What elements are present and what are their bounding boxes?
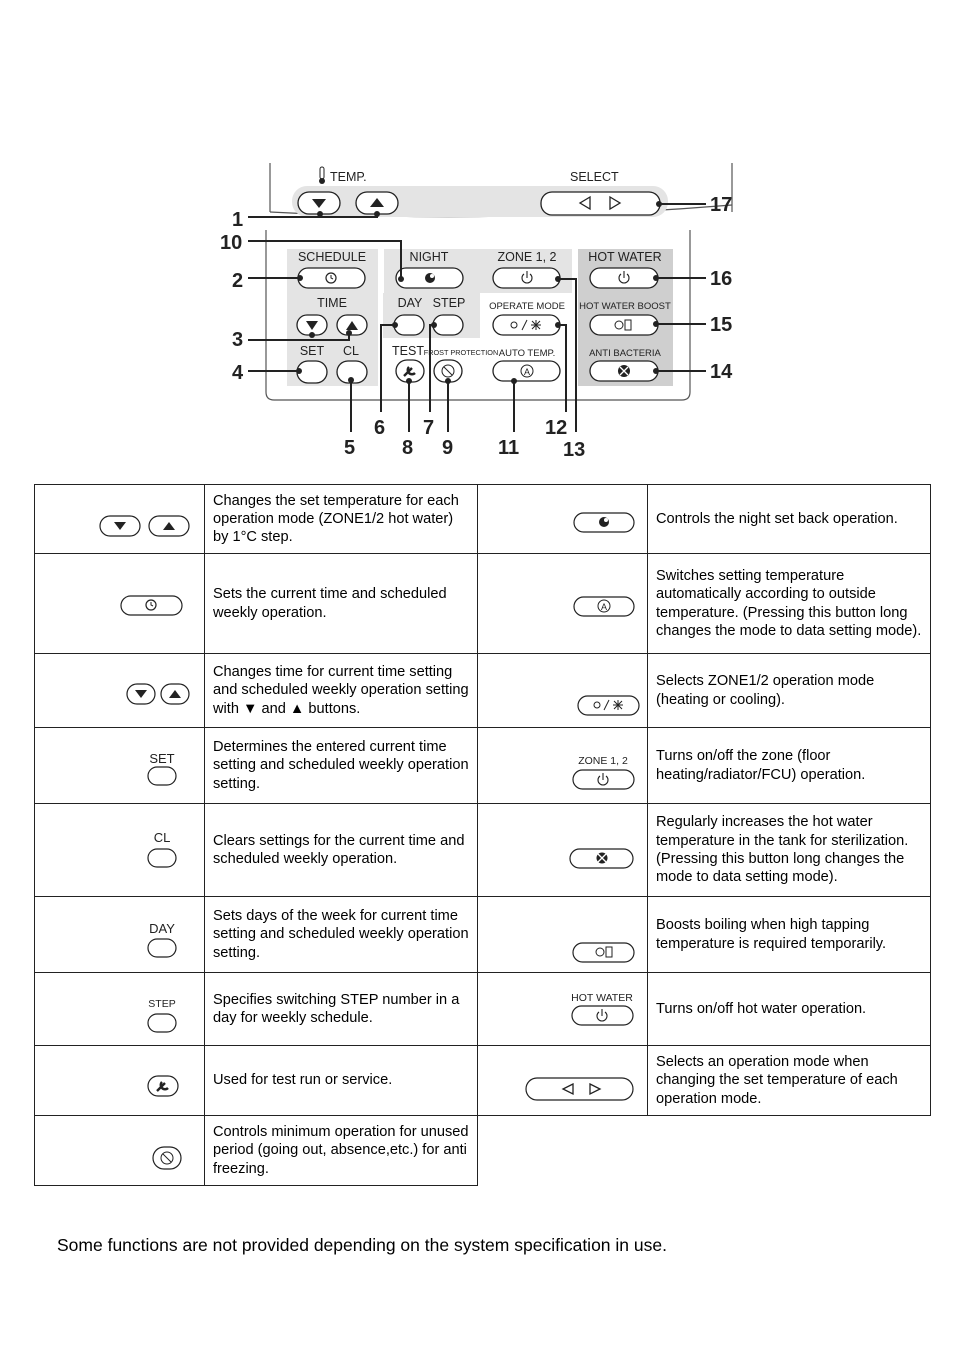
set-button-icon-cell [35, 728, 205, 804]
zone-label: ZONE 1, 2 [578, 755, 628, 767]
time-label: TIME [317, 296, 347, 310]
select-label: SELECT [570, 170, 619, 184]
table-row [35, 654, 931, 728]
callout-8: 8 [402, 437, 414, 459]
hot-water-boost-button-description: Boosts boiling when high tapping temperature is required temporarily. [648, 897, 931, 973]
operate-mode-button-icon-cell [478, 654, 648, 728]
hot-water-label: HOT WATER [588, 250, 662, 264]
cl-label: CL [343, 344, 359, 358]
svg-text:A: A [523, 367, 531, 377]
hot-water-button-description: Turns on/off hot water operation. [648, 973, 931, 1046]
control-panel-diagram [0, 0, 954, 470]
frost-protection-button-description: Controls minimum operation for unused period (going out, absence,etc.) for anti freezing. [205, 1116, 478, 1186]
test-button-description: Used for test run or service. [205, 1046, 478, 1116]
callout-15: 15 [710, 314, 733, 336]
temp-label: TEMP. [330, 170, 367, 184]
table-row [35, 1116, 931, 1186]
function-table [34, 484, 931, 1186]
step-label: STEP [148, 998, 176, 1010]
day-button[interactable] [394, 315, 424, 335]
empty-cell [478, 1116, 931, 1186]
zone-button-description: Turns on/off the zone (floor heating/radiator/FCU) operation. [648, 728, 931, 804]
time-buttons-description: Changes time for current time setting and scheduled weekly operation setting with ▼ and ▲ buttons. [205, 654, 478, 728]
callout-11: 11 [498, 437, 520, 459]
bacteria-icon [597, 853, 608, 864]
table-row [35, 728, 931, 804]
night-button-icon-cell [478, 485, 648, 554]
anti-bacteria-button-icon-cell [478, 804, 648, 897]
operate-mode-button-description: Selects ZONE1/2 operation mode (heating or cooling). [648, 654, 931, 728]
thermometer-icon [319, 167, 325, 184]
day-button-icon-cell [35, 897, 205, 973]
step-button-icon-cell [35, 973, 205, 1046]
hot-water-label: HOT WATER [571, 992, 633, 1004]
select-button-description: Selects an operation mode when changing the set temperature of each operation mode. [648, 1046, 931, 1116]
temp-buttons-description: Changes the set temperature for each operation mode (ZONE1/2 hot water) by 1°C step. [205, 485, 478, 554]
set-button-description: Determines the entered current time setting and scheduled weekly operation setting. [205, 728, 478, 804]
step-button[interactable] [433, 315, 463, 335]
callout-14: 14 [710, 361, 733, 383]
hot-water-boost-button-icon-cell [478, 897, 648, 973]
callout-16: 16 [710, 268, 733, 290]
day-button-description: Sets days of the week for current time setting and scheduled weekly operation setting. [205, 897, 478, 973]
set-label: SET [299, 344, 325, 358]
callout-10: 10 [220, 232, 243, 254]
anti-bacteria-button-description: Regularly increases the hot water temperature in the tank for sterilization. (Pressing this button long changes the mode to data setting mode). [648, 804, 931, 897]
hot-water-button-icon-cell [478, 973, 648, 1046]
anti-bacteria-label: ANTI BACTERIA [589, 348, 661, 359]
table-row [35, 485, 931, 554]
callout-7: 7 [423, 417, 435, 439]
callout-9: 9 [442, 437, 454, 459]
schedule-button-description: Sets the current time and scheduled weekly operation. [205, 554, 478, 654]
test-label: TEST [392, 344, 424, 358]
zone-label: ZONE 1, 2 [497, 250, 557, 264]
panel-body [266, 230, 690, 400]
callout-12: 12 [545, 417, 568, 439]
day-label: DAY [149, 921, 175, 936]
temp-select-strip [270, 163, 732, 217]
step-button-description: Specifies switching STEP number in a day for weekly schedule. [205, 973, 478, 1046]
table-row [35, 973, 931, 1046]
frost-protection-label: FROST PROTECTION [423, 348, 499, 357]
callout-17: 17 [710, 194, 733, 216]
callout-5: 5 [344, 437, 356, 459]
select-button[interactable] [541, 192, 660, 215]
test-button-icon-cell [35, 1046, 205, 1116]
zone-button-icon-cell [478, 728, 648, 804]
table-row [35, 554, 931, 654]
cl-button-description: Clears settings for the current time and scheduled weekly operation. [205, 804, 478, 897]
callout-2: 2 [232, 270, 244, 292]
schedule-label: SCHEDULE [297, 250, 367, 264]
step-label: STEP [432, 296, 466, 310]
callout-3: 3 [232, 329, 244, 351]
set-label: SET [149, 751, 175, 766]
schedule-button-icon-cell [35, 554, 205, 654]
time-buttons-icon-cell [35, 654, 205, 728]
hot-water-boost-label: HOT WATER BOOST [579, 301, 671, 312]
operate-mode-button[interactable] [493, 315, 560, 335]
operate-mode-label: OPERATE MODE [489, 301, 565, 312]
svg-text:A: A [600, 602, 608, 612]
cl-label: CL [153, 830, 171, 845]
footnote: Some functions are not provided depending on the system specification in use. [57, 1235, 667, 1255]
cl-button-icon-cell [35, 804, 205, 897]
auto-temp-label: AUTO TEMP. [498, 348, 556, 359]
callout-6: 6 [374, 417, 386, 439]
table-row [35, 897, 931, 973]
bacteria-icon [618, 365, 630, 377]
hot-water-boost-button[interactable] [590, 315, 658, 335]
callout-1: 1 [232, 209, 244, 231]
table-row [35, 1046, 931, 1116]
table-row [35, 804, 931, 897]
night-button-description: Controls the night set back operation. [648, 485, 931, 554]
callout-4: 4 [232, 362, 244, 384]
select-button-icon-cell [478, 1046, 648, 1116]
temp-buttons-icon-cell [35, 485, 205, 554]
auto-temp-button-description: Switches setting temperature automatically according to outside temperature. (Pressing this button long changes the mode to data setting mode). [648, 554, 931, 654]
moon-icon [425, 273, 435, 283]
callout-13: 13 [563, 439, 586, 461]
night-label: NIGHT [409, 250, 449, 264]
auto-temp-button-icon-cell [478, 554, 648, 654]
day-label: DAY [397, 296, 423, 310]
frost-protection-button-icon-cell [35, 1116, 205, 1186]
moon-icon [599, 517, 609, 527]
